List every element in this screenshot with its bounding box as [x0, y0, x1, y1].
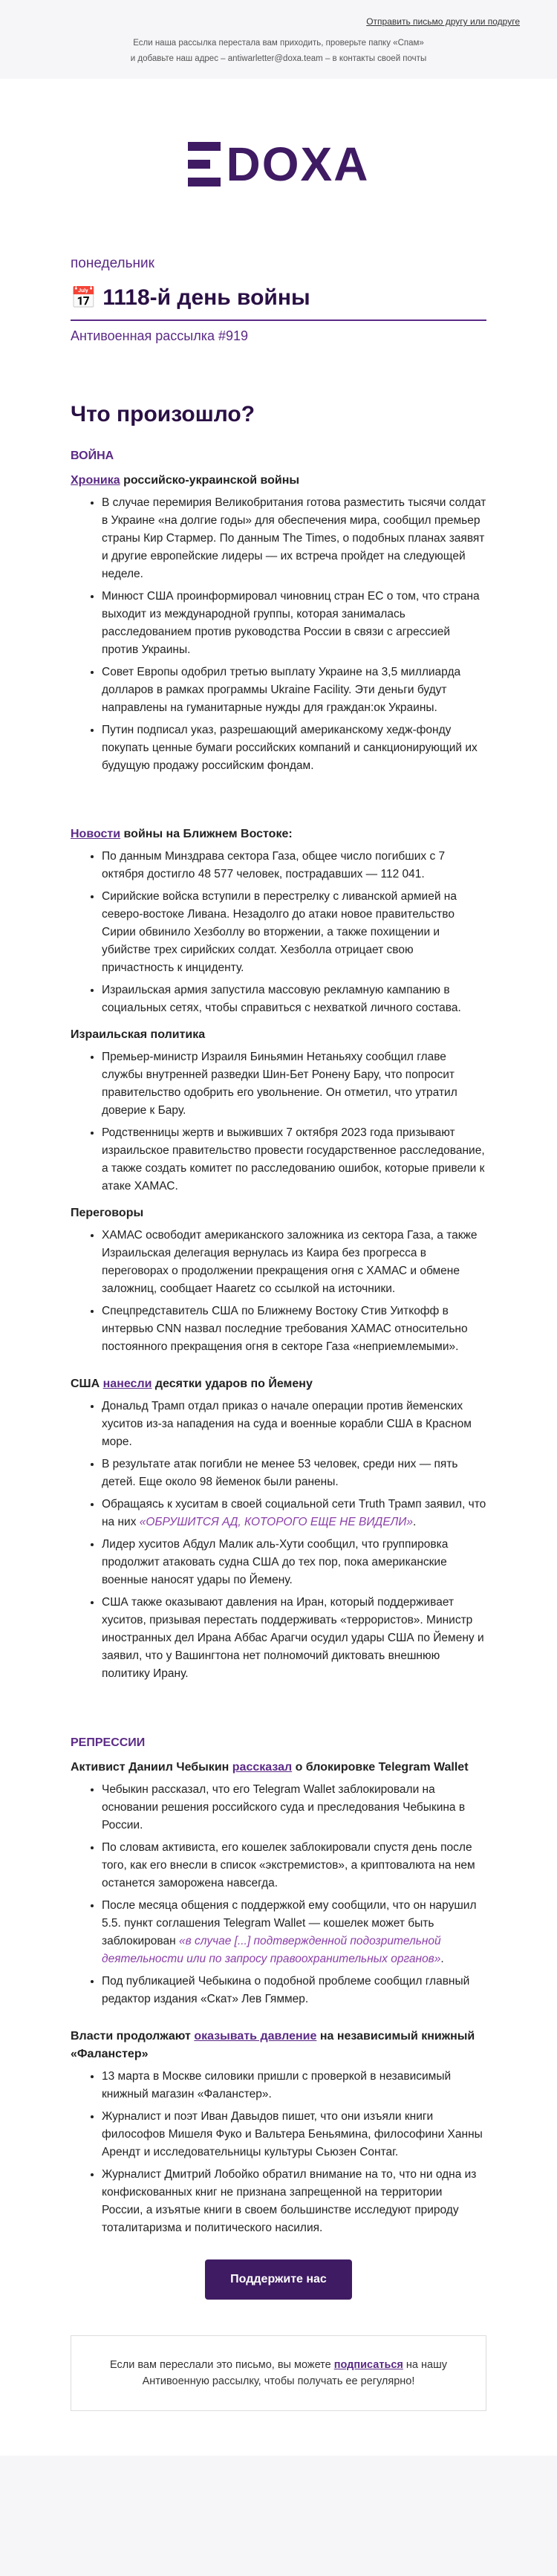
doxa-logo[interactable] [71, 79, 486, 250]
chronicle-link[interactable]: Хроника [71, 474, 120, 487]
usa-yemen-heading-text: десятки ударов по Йемену [152, 1378, 313, 1390]
list-item: • Сирийские войска вступили в перестрелку с ливанской армией на северо-востоке Ливана. Незадолго до атаки новое правительство Сирии обвинило Хезболлу во вторжении, а также похищении и убийстве трех сирийских солдат. Хезболла отрицает свою причастность к инциденту. [102, 888, 486, 977]
middle-east-news-link[interactable]: Новости [71, 828, 121, 840]
forward-to-friend-link[interactable]: Отправить письмо другу или подруге [366, 16, 520, 27]
middle-east-list [71, 848, 486, 1017]
list-item: • Под публикацией Чебыкина о подобной проблеме сообщил главный редактор издания «Скат» Лев Гяммер. [102, 1973, 486, 2008]
activist-list [71, 1781, 486, 2008]
logo-text: DOXA [226, 137, 370, 191]
bookstore-heading-text: на независимый книжный «Фаланстер» [71, 2030, 475, 2060]
list-item: • Лидер хуситов Абдул Малик аль-Хути сообщил, что группировка продолжит атаковать судна США до тех пор, пока американские военные наносят удары по Йемену. [102, 1536, 486, 1589]
negotiations-list [71, 1227, 486, 1356]
bookstore-list [71, 2068, 486, 2237]
newsletter-card [0, 79, 557, 2456]
list-item: • Минюст США проинформировал чиновниц стран ЕС о том, что страна выходит из международной группы, которая занималась расследованием против руководства России в связи с агрессией против Украины. [102, 588, 486, 659]
subscribe-link[interactable]: подписаться [333, 2359, 403, 2371]
section-war: ВОЙНА [71, 450, 114, 462]
list-item: • По данным Минздрава сектора Газа, общее число погибших с 7 октября достигло 48 577 человек, пострадавших — 112 041. [102, 848, 486, 883]
activist-heading [71, 1759, 486, 1777]
list-item [102, 1897, 486, 1968]
list-item-text: После месяца общения с поддержкой ему сообщили, что он нарушил 5.5. пункт соглашения Telegram Wallet — кошелек может быть заблокирован [102, 1899, 477, 1947]
list-item: • Журналист Дмитрий Лобойко обратил внимание на то, что ни одна из конфискованных книг не признана запрещенной на территории России, а изъятые книги в своем большинстве исследуют природу тоталитаризма и политического насилия. [102, 2166, 486, 2237]
list-item: • Путин подписал указ, разрешающий американскому хедж-фонду покупать ценные бумаги российских компаний и санкционирующий их будущую продажу российским фондам. [102, 721, 486, 775]
wallet-terms-quote: «в случае [...] подтвержденной подозрительной деятельности или по запросу правоохранительных органов» [102, 1935, 441, 1965]
activist-heading-prefix: Активист Даниил Чебыкин [71, 1761, 232, 1774]
spam-notice [37, 36, 520, 79]
chronicle-list [71, 494, 486, 775]
list-item: • По словам активиста, его кошелек заблокировали спустя день после того, как его внесли в список «экстремистов», а криптовалюта на нем останется заморожена навсегда. [102, 1839, 486, 1892]
bottom-padding [0, 2456, 557, 2523]
middle-east-heading [71, 825, 486, 843]
list-item: • Дональд Трамп отдал приказ о начале операции против йеменских хуситов из-за нападения на суда и военные корабли США в Красном море. [102, 1398, 486, 1451]
list-item: • Совет Европы одобрил третью выплату Украине на 3,5 миллиарда долларов в рамках программы Ukraine Facility. Эти деньги будут направлены на гуманитарные нужды для граждан:ок Украины. [102, 664, 486, 717]
support-button[interactable]: Поддержите нас [205, 2259, 352, 2300]
activist-heading-text: о блокировке Telegram Wallet [292, 1761, 469, 1774]
usa-yemen-heading [71, 1375, 486, 1393]
list-item: • ХАМАС освободит американского заложника из сектора Газа, а также Израильская делегация вернулась из Каира без прогресса в переговорах о продолжении прекращения огня с ХАМАС и обмене заложниц, сообщает Haaretz со ссылкой на источники. [102, 1227, 486, 1298]
list-item: • Журналист и поэт Иван Давыдов пишет, что они изъяли книги философов Мишеля Фуко и Вальтера Беньямина, философини Ханны Арендт и исследовательницы культуры Сьюзен Сонтаг. [102, 2108, 486, 2161]
list-item: • В результате атак погибли не менее 53 человек, среди них — пять детей. Еще около 98 йеменок были ранены. [102, 1456, 486, 1491]
list-item: • Чебыкин рассказал, что его Telegram Wallet заблокировали на основании решения российского суда и преследования Чебыкина в России. [102, 1781, 486, 1834]
list-item [102, 1496, 486, 1531]
list-item: • Спецпредставитель США по Ближнему Востоку Стив Уиткофф в интервью CNN назвал последние требования ХАМАС относительно постоянного прекращения огня в секторе Газа «неприемлемыми». [102, 1302, 486, 1356]
israel-politics-heading: Израильская политика [71, 1028, 206, 1041]
usa-strikes-link[interactable]: нанесли [102, 1378, 152, 1390]
logo-mark-icon [188, 142, 221, 186]
list-item-text: Обращаясь к хуситам в своей социальной сети Truth Трамп заявил, что на них [102, 1498, 486, 1528]
subscribe-text-before: Если вам переслали это письмо, вы можете [110, 2359, 334, 2371]
spam-notice-line-1: Если наша рассылка перестала вам приходить, проверьте папку «Спам» [133, 39, 424, 48]
subscribe-text-after: на нашу Антивоенную рассылку, чтобы получать ее регулярно! [142, 2359, 447, 2387]
list-item: • Премьер-министр Израиля Биньямин Нетаньяху сообщил главе службы внутренней разведки Шин-Бет Ронену Бару, что попросит правительство одобрить его увольнение. Он отметил, что утратил доверие к Бару. [102, 1048, 486, 1120]
list-item: • Израильская армия запустила массовую рекламную кампанию в социальных сетях, чтобы справиться с нехваткой личного состава. [102, 982, 486, 1017]
usa-yemen-list [71, 1398, 486, 1683]
spam-notice-line-2: и добавьте наш адрес – antiwarletter@doxa.team – в контакты своей почты [130, 54, 427, 63]
chronicle-heading [71, 472, 486, 490]
quote-end: . [440, 1953, 444, 1965]
preheader [0, 0, 557, 79]
section-repressions: РЕПРЕССИИ [71, 1736, 146, 1749]
pressure-link[interactable]: оказывать давление [194, 2030, 317, 2043]
list-item: • В случае перемирия Великобритания готова разместить тысячи солдат в Украине «на долгие годы» для обеспечения мира, сообщил премьер страны Кир Стармер. По данным The Times, о подобных планах заявят и другие европейские лидеры — их встреча пройдет на следующей неделе. [102, 494, 486, 583]
middle-east-heading-text: войны на Ближнем Востоке: [120, 828, 293, 840]
bookstore-heading [71, 2028, 486, 2063]
trump-quote: «ОБРУШИТСЯ АД, КОТОРОГО ЕЩЕ НЕ ВИДЕЛИ» [139, 1516, 414, 1528]
list-item: • США также оказывают давления на Иран, который поддерживает хуситов, призывая перестать поддерживать «террористов». Министр иностранных дел Ирана Аббас Арагчи осудил удары США по Йемену и заявил, что у Вашингтона нет полномочий диктовать внешнюю политику Ирану. [102, 1594, 486, 1683]
day-title-text: 1118-й день войны [102, 285, 310, 310]
calendar-icon: 📅 [71, 286, 97, 309]
quote-end: . [413, 1516, 417, 1528]
subscribe-box [71, 2335, 486, 2411]
israel-politics-list [71, 1048, 486, 1195]
usa-yemen-heading-prefix: США [71, 1378, 103, 1390]
bookstore-heading-prefix: Власти продолжают [71, 2030, 195, 2043]
negotiations-heading: Переговоры [71, 1207, 144, 1219]
issue-number: Антивоенная рассылка #919 [71, 328, 249, 343]
support-button-wrap [71, 2259, 486, 2300]
main-heading: Что произошло? [71, 402, 255, 426]
activist-told-link[interactable]: рассказал [232, 1761, 293, 1774]
list-item: • 13 марта в Москве силовики пришли с проверкой в независимый книжный магазин «Фаланстер». [102, 2068, 486, 2103]
chronicle-heading-text: российско-украинской войны [120, 474, 300, 487]
day-title [71, 285, 486, 321]
list-item: • Родственницы жертв и выживших 7 октября 2023 года призывают израильское правительство провести государственное расследование, а также создать комитет по расследованию ошибок, которые привели к атаке ХАМАС. [102, 1124, 486, 1195]
weekday: понедельник [71, 256, 154, 271]
